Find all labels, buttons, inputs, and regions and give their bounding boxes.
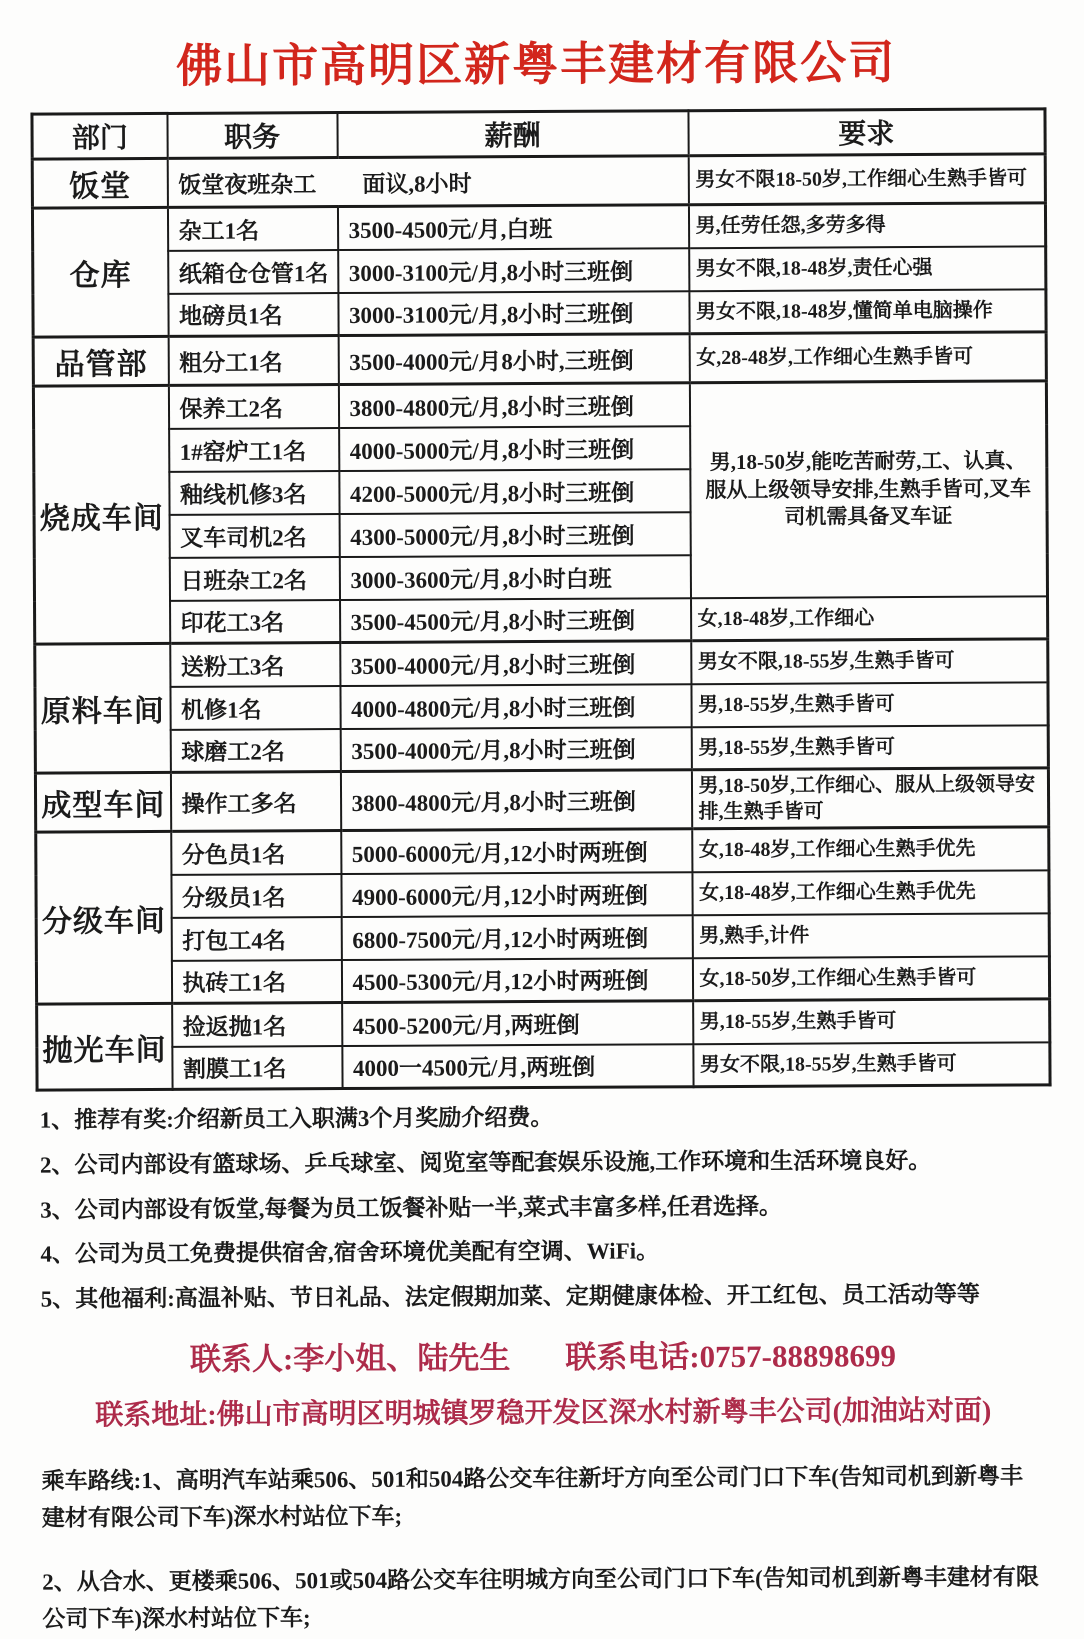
requirement-cell: 男,18-50岁,能吃苦耐劳,工、认真、服从上级领导安排,生熟手皆可,叉车司机需具备叉车证: [689, 381, 1047, 598]
recruitment-poster: [0, 25, 1084, 1632]
table-row: [35, 596, 1048, 644]
page-title: 佛山市高明区新粤丰建材有限公司: [176, 37, 897, 92]
position-cell: 送粉工3名: [170, 643, 340, 687]
contact-address: 联系地址:佛山市高明区明城镇罗稳开发区深水村新粤丰公司(加油站对面): [95, 1395, 992, 1432]
note-item: 1、推荐有奖:介绍新员工入职满3个月奖励介绍费。: [39, 1104, 554, 1133]
requirement-cell: 男女不限,18-55岁,生熟手皆可: [693, 1042, 1050, 1087]
salary-cell: 3500-4500元/月,白班: [337, 205, 688, 250]
position-salary-cell: 饭堂夜班杂工 面议,8小时: [167, 156, 688, 208]
table-row: [32, 203, 1045, 251]
table-row: [35, 768, 1048, 832]
position-cell: 操作工多名: [170, 772, 340, 832]
note-item: 2、公司内部设有篮球场、乒乓球室、阅览室等配套娱乐设施,工作环境和生活环境良好。: [39, 1147, 932, 1178]
header-requirement: 要求: [688, 109, 1045, 156]
department-cell: 仓库: [32, 207, 168, 337]
note-item: 5、其他福利:高温补贴、节日礼品、法定假期加菜、定期健康体检、开工红包、员工活动等等: [40, 1281, 980, 1312]
position-cell: 球磨工2名: [170, 729, 340, 773]
requirement-cell: 男女不限,18-55岁,生熟手皆可: [691, 639, 1048, 684]
salary-cell: 3500-4500元/月,8小时三班倒: [340, 598, 691, 643]
department-cell: 饭堂: [32, 158, 167, 208]
salary-cell: 4200-5000元/月,8小时三班倒: [339, 469, 690, 514]
position-cell: 分色员1名: [171, 831, 341, 875]
salary-cell: 4000-4800元/月,8小时三班倒: [340, 684, 691, 729]
position-cell: 1#窑炉工1名: [169, 428, 339, 472]
salary-cell: 4900-6000元/月,12小时两班倒: [341, 872, 692, 917]
table-row: [35, 725, 1048, 773]
table-row: [35, 682, 1048, 730]
note-item: 3、公司内部设有饭堂,每餐为员工饭餐补贴一半,菜式丰富多样,任君选择。: [40, 1193, 783, 1223]
route-line: 2、从合水、更楼乘506、501或504路公交车往明城方向至公司门口下车(告知司机到新粤丰建材有限公司下车)深水村站位下车;: [42, 1564, 1039, 1632]
salary-cell: 6800-7500元/月,12小时两班倒: [341, 915, 692, 960]
position-cell: 纸箱仓仓管1名: [168, 250, 338, 294]
requirement-cell: 男女不限,18-48岁,懂简单电脑操作: [689, 289, 1046, 334]
salary-cell: 3500-4000元/月,8小时三班倒: [340, 727, 691, 772]
position-cell: 印花工3名: [170, 600, 340, 644]
position-cell: 打包工4名: [171, 917, 341, 961]
department-cell: 分级车间: [36, 831, 172, 1004]
position-cell: 叉车司机2名: [169, 514, 339, 558]
salary-cell: 3800-4800元/月,8小时三班倒: [340, 770, 691, 831]
table-row: [33, 332, 1046, 386]
salary-cell: 4000-5000元/月,8小时三班倒: [339, 426, 690, 471]
table-row: [35, 639, 1048, 687]
header-department: 部门: [32, 113, 167, 159]
requirement-cell: 男,18-55岁,生熟手皆可: [691, 725, 1048, 770]
contact-line: [3, 1329, 1083, 1380]
department-cell: 品管部: [33, 336, 168, 386]
table-row: [33, 381, 1046, 429]
position-cell: 捡返抛1名: [172, 1003, 342, 1047]
table-row: [36, 827, 1049, 875]
requirement-cell: 女,18-50岁,工作细心生熟手皆可: [692, 956, 1049, 1001]
salary-cell: 3500-4000元/月,8小时三班倒: [340, 641, 691, 686]
department-cell: 原料车间: [35, 643, 171, 773]
position-cell: 地磅员1名: [168, 293, 338, 337]
jobs-table-body: [32, 154, 1050, 1090]
jobs-table: [30, 107, 1051, 1091]
position-cell: 粗分工1名: [168, 336, 338, 386]
route-line: 乘车路线:1、高明汽车站乘506、501和504路公交车往新圩方向至公司门口下车(告知司机到新粤丰建材有限公司下车)深水村站位下车;: [41, 1463, 1024, 1531]
salary-cell: 3000-3600元/月,8小时白班: [339, 555, 690, 600]
position-cell: 釉线机修3名: [169, 471, 339, 515]
requirement-cell: 女,28-48岁,工作细心生熟手皆可: [689, 332, 1046, 383]
department-cell: 抛光车间: [37, 1003, 172, 1090]
position-cell: 机修1名: [170, 686, 340, 730]
table-row: [32, 154, 1045, 208]
requirement-cell: 男,18-55岁,生熟手皆可: [691, 682, 1048, 727]
requirement-cell: 男女不限18-50岁,工作细心生熟手皆可: [688, 154, 1045, 205]
header-position: 职务: [167, 113, 337, 159]
routes-section: [42, 1458, 1043, 1638]
requirement-cell: 男,18-50岁,工作细心、服从上级领导安排,生熟手皆可: [691, 768, 1048, 829]
requirement-cell: 男,熟手,计件: [692, 913, 1049, 958]
position-cell: 执砖工1名: [171, 960, 341, 1004]
table-row: [36, 870, 1049, 918]
note-item: 4、公司为员工免费提供宿舍,宿舍环境优美配有空调、WiFi。: [40, 1238, 660, 1267]
requirement-cell: 女,18-48岁,工作细心: [691, 596, 1048, 641]
table-row: [33, 246, 1046, 294]
salary-cell: 3500-4000元/月8小时,三班倒: [338, 334, 689, 385]
position-cell: 割膜工1名: [172, 1046, 342, 1090]
requirement-cell: 男,任劳任怨,多劳多得: [688, 203, 1045, 248]
requirement-cell: 男女不限,18-48岁,责任心强: [689, 246, 1046, 291]
table-header-row: [32, 109, 1045, 159]
salary-cell: 5000-6000元/月,12小时两班倒: [341, 829, 692, 874]
department-cell: 烧成车间: [33, 385, 169, 644]
position-cell: 日班杂工2名: [169, 557, 339, 601]
table-row: [37, 1042, 1050, 1090]
table-row: [37, 999, 1050, 1047]
salary-cell: 4300-5000元/月,8小时三班倒: [339, 512, 690, 557]
table-row: [36, 956, 1049, 1004]
department-cell: 成型车间: [35, 772, 170, 832]
contact-person: 联系人:李小姐、陆先生: [189, 1339, 511, 1377]
salary-cell: 3000-3100元/月,8小时三班倒: [338, 248, 689, 293]
table-row: [33, 289, 1046, 337]
salary-cell: 4500-5200元/月,两班倒: [342, 1001, 693, 1046]
header-salary: 薪酬: [337, 111, 688, 158]
requirement-cell: 女,18-48岁,工作细心生熟手优先: [692, 827, 1049, 872]
salary-cell: 3800-4800元/月,8小时三班倒: [338, 383, 689, 428]
salary-cell: 4000一4500元/月,两班倒: [342, 1044, 693, 1089]
position-cell: 保养工2名: [168, 385, 338, 429]
salary-cell: 4500-5300元/月,12小时两班倒: [341, 958, 692, 1003]
position-cell: 杂工1名: [167, 207, 337, 251]
table-row: [36, 913, 1049, 961]
position-cell: 分级员1名: [171, 874, 341, 918]
contact-phone: 联系电话:0757-88898699: [565, 1337, 897, 1375]
requirement-cell: 女,18-48岁,工作细心生熟手优先: [692, 870, 1049, 915]
notes-section: [40, 1101, 1053, 1314]
salary-cell: 3000-3100元/月,8小时三班倒: [338, 291, 689, 336]
requirement-cell: 男,18-55岁,生熟手皆可: [693, 999, 1050, 1044]
